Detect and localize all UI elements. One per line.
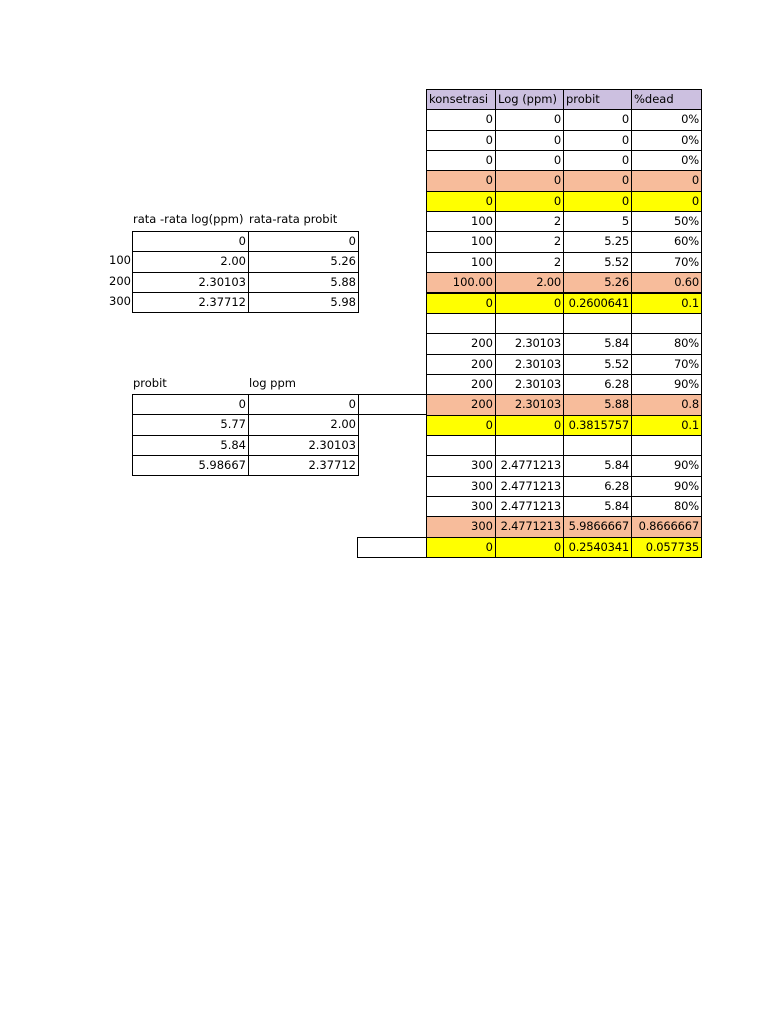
avg-table-cell: 5.26 — [248, 251, 359, 272]
avg-row-label: 200 — [109, 273, 131, 288]
main-table-cell: 0.8666667 — [631, 516, 702, 537]
main-table-cell: 0.60 — [631, 272, 702, 293]
main-table-cell: 0 — [426, 170, 496, 191]
main-table-cell: 5.84 — [563, 496, 632, 517]
main-table-cell: 0% — [631, 109, 702, 130]
main-table-cell: 80% — [631, 496, 702, 517]
main-table-cell: 5.88 — [563, 394, 632, 415]
probit-table-cell: 2.00 — [248, 414, 359, 435]
main-table-cell — [631, 313, 702, 334]
main-table-cell: 90% — [631, 476, 702, 497]
main-table-cell: 60% — [631, 231, 702, 252]
main-table-cell: 2 — [495, 231, 564, 252]
main-table-cell — [426, 313, 496, 334]
main-table-cell: 100 — [426, 231, 496, 252]
main-table-cell: 0.2600641 — [563, 293, 632, 314]
main-table-cell: 300 — [426, 516, 496, 537]
probit-header: probit — [133, 376, 167, 390]
main-table-cell: 0 — [426, 415, 496, 436]
probit-table-cell: 0 — [248, 394, 359, 415]
empty-cell — [357, 537, 427, 558]
main-table-cell: 0 — [426, 150, 496, 171]
avg-header-log: rata -rata log(ppm) — [133, 212, 244, 226]
main-table-cell: 0 — [426, 109, 496, 130]
main-table-cell: 300 — [426, 455, 496, 476]
avg-row-label: 300 — [109, 294, 131, 309]
main-table-cell: 0% — [631, 130, 702, 151]
main-table-cell: 100 — [426, 211, 496, 232]
main-table-cell: 5.84 — [563, 333, 632, 354]
main-table-cell: 2.00 — [495, 272, 564, 293]
avg-table-cell: 5.98 — [248, 292, 359, 313]
main-table-cell — [495, 435, 564, 456]
main-table-cell: 2 — [495, 252, 564, 273]
main-table-cell: 2.4771213 — [495, 496, 564, 517]
main-table-cell: 0 — [426, 293, 496, 314]
avg-table-cell: 5.88 — [248, 272, 359, 293]
main-table-cell: 0 — [563, 170, 632, 191]
main-table-cell: 5.9866667 — [563, 516, 632, 537]
connector-line — [357, 394, 427, 395]
main-table-cell: 300 — [426, 496, 496, 517]
probit-table-cell: 5.84 — [132, 435, 249, 456]
main-table-cell: 80% — [631, 333, 702, 354]
main-header-cell: %dead — [631, 89, 702, 110]
log-ppm-header: log ppm — [249, 376, 296, 390]
probit-table-cell: 5.98667 — [132, 455, 249, 476]
main-table-cell: 0 — [631, 170, 702, 191]
main-header-cell: konsetrasi — [426, 89, 496, 110]
main-table-cell: 0 — [495, 415, 564, 436]
main-table-cell: 2.4771213 — [495, 476, 564, 497]
main-table-cell: 50% — [631, 211, 702, 232]
main-table-cell: 0 — [631, 191, 702, 212]
main-table-cell: 0 — [495, 150, 564, 171]
main-header-cell: probit — [563, 89, 632, 110]
main-table-cell: 100.00 — [426, 272, 496, 293]
main-table-cell: 100 — [426, 252, 496, 273]
main-table-cell: 90% — [631, 455, 702, 476]
main-table-cell: 2.30103 — [495, 333, 564, 354]
main-table-cell: 90% — [631, 374, 702, 395]
main-table-cell: 0.2540341 — [563, 537, 632, 558]
avg-header-probit: rata-rata probit — [249, 212, 338, 226]
connector-line — [357, 414, 427, 415]
main-table-cell: 200 — [426, 394, 496, 415]
main-table-cell: 0 — [495, 109, 564, 130]
avg-row-label: 100 — [109, 253, 131, 268]
main-table-cell: 70% — [631, 252, 702, 273]
main-table-cell: 0.1 — [631, 293, 702, 314]
main-table-cell: 2.30103 — [495, 374, 564, 395]
main-table-cell: 2.4771213 — [495, 455, 564, 476]
probit-table-cell: 2.30103 — [248, 435, 359, 456]
main-table-cell: 0 — [426, 537, 496, 558]
main-table-cell: 0.057735 — [631, 537, 702, 558]
main-table-cell — [495, 313, 564, 334]
main-table-cell: 200 — [426, 333, 496, 354]
main-table-cell: 5.25 — [563, 231, 632, 252]
main-table-cell — [631, 435, 702, 456]
main-header-cell: Log (ppm) — [495, 89, 564, 110]
main-table-cell: 70% — [631, 354, 702, 375]
probit-table-cell: 5.77 — [132, 414, 249, 435]
main-table-cell: 0 — [563, 109, 632, 130]
main-table-cell: 2.30103 — [495, 354, 564, 375]
main-table-cell: 0.1 — [631, 415, 702, 436]
main-table-cell: 0 — [563, 150, 632, 171]
main-table-cell: 5.52 — [563, 252, 632, 273]
avg-table-cell: 0 — [132, 231, 249, 252]
main-table-cell: 0 — [426, 130, 496, 151]
main-table-cell: 2 — [495, 211, 564, 232]
main-table-cell: 5 — [563, 211, 632, 232]
probit-table-cell: 2.37712 — [248, 455, 359, 476]
main-table-cell: 300 — [426, 476, 496, 497]
main-table-cell: 200 — [426, 354, 496, 375]
probit-table-cell: 0 — [132, 394, 249, 415]
main-table-cell: 0 — [495, 170, 564, 191]
avg-table-cell: 2.30103 — [132, 272, 249, 293]
main-table-cell — [426, 435, 496, 456]
main-table-cell: 0.8 — [631, 394, 702, 415]
main-table-cell: 6.28 — [563, 374, 632, 395]
main-table-cell — [563, 435, 632, 456]
avg-table-cell: 2.37712 — [132, 292, 249, 313]
main-table-cell: 0 — [495, 293, 564, 314]
main-table-cell: 0% — [631, 150, 702, 171]
main-table-cell: 5.84 — [563, 455, 632, 476]
avg-table-cell: 0 — [248, 231, 359, 252]
main-table-cell: 2.30103 — [495, 394, 564, 415]
main-table-cell: 0 — [495, 191, 564, 212]
main-table-cell: 5.52 — [563, 354, 632, 375]
main-table-cell — [563, 313, 632, 334]
main-table-cell: 2.4771213 — [495, 516, 564, 537]
main-table-cell: 0 — [563, 191, 632, 212]
main-table-cell: 6.28 — [563, 476, 632, 497]
main-table-cell: 0 — [563, 130, 632, 151]
avg-table-cell: 2.00 — [132, 251, 249, 272]
main-table-cell: 0 — [495, 130, 564, 151]
main-table-cell: 0 — [495, 537, 564, 558]
main-table-cell: 200 — [426, 374, 496, 395]
main-table-cell: 5.26 — [563, 272, 632, 293]
main-table-cell: 0.3815757 — [563, 415, 632, 436]
main-table-cell: 0 — [426, 191, 496, 212]
